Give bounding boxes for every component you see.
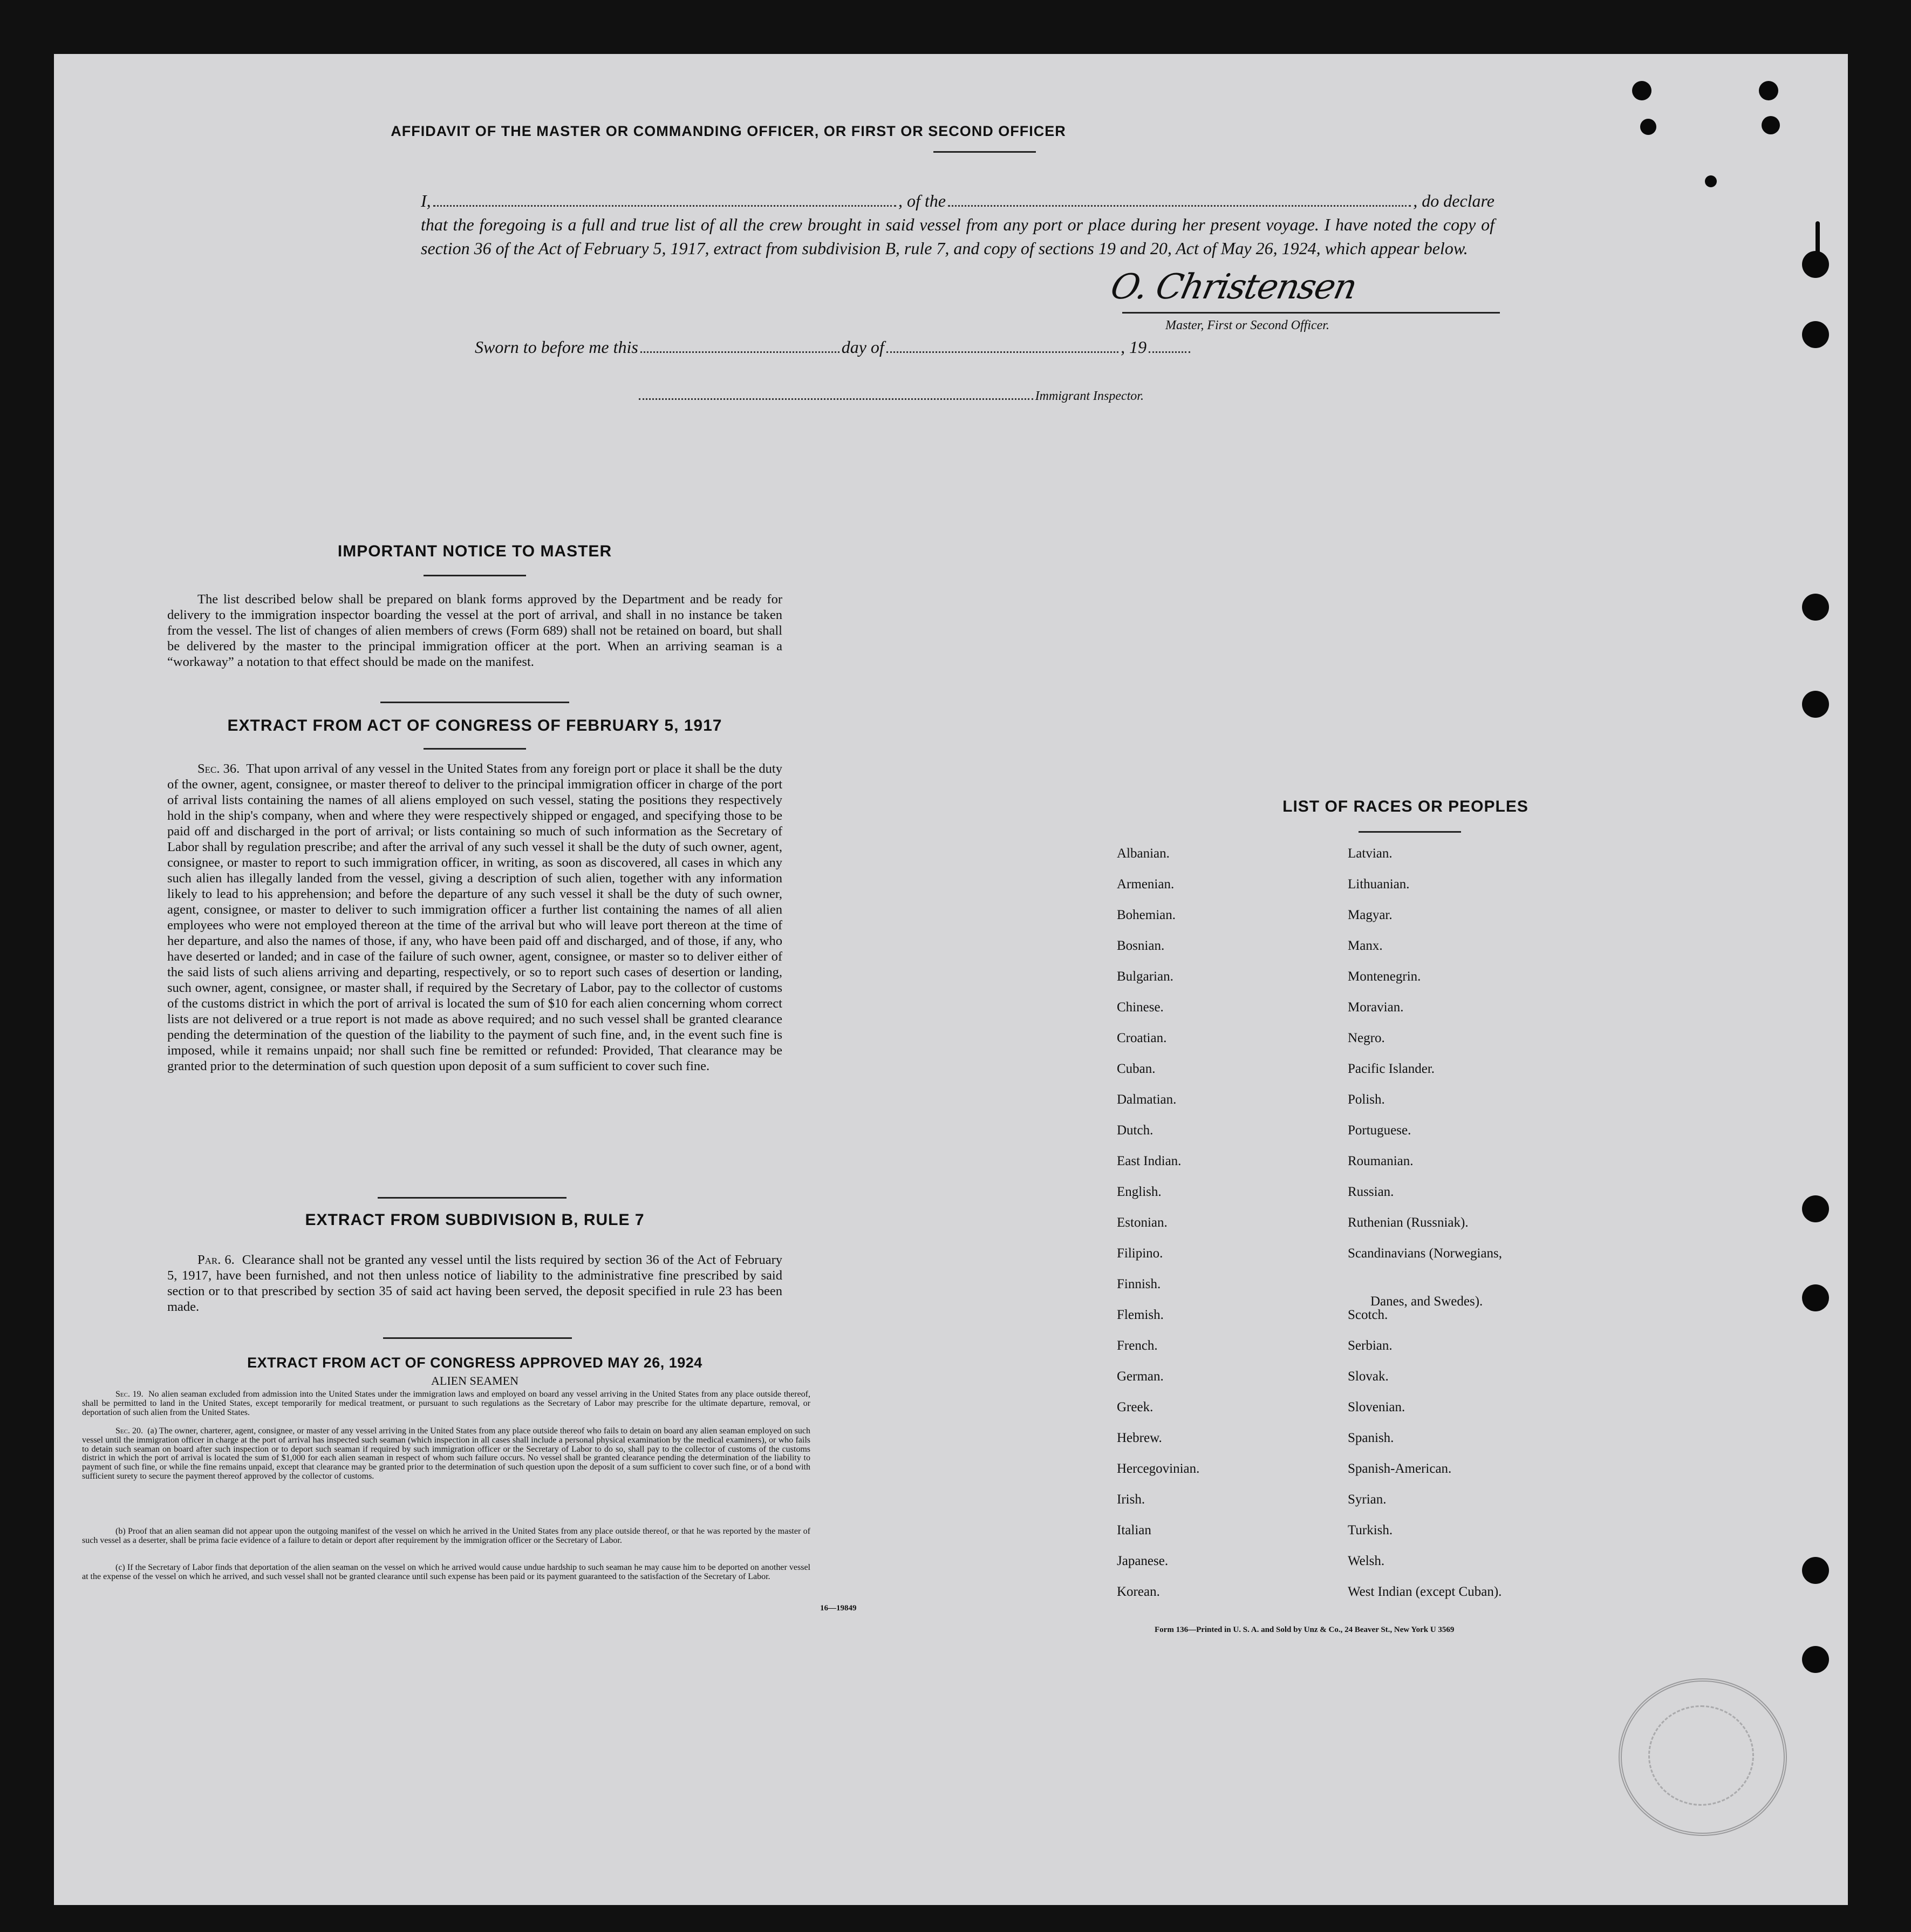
affidavit-of-label: , of the xyxy=(898,191,946,210)
embossed-seal-inner xyxy=(1648,1705,1754,1806)
document-page xyxy=(54,54,1848,1905)
affidavit-text: that the foregoing is a full and true list of all the crew brought in said vessel from any port or place during her present voyage. I have noted the copy of section 36 of the Act of February 5, 1917, extract from subdivision B, rule 7, and copy of sections 19 and 20, Act of May 26, 1924, which appear below. xyxy=(421,215,1494,258)
rule7-text xyxy=(167,1252,782,1315)
race-item: Greek. xyxy=(1117,1400,1154,1414)
sec20a-text xyxy=(82,1427,810,1481)
sworn-month-fill[interactable] xyxy=(886,337,1118,353)
race-item: Hebrew. xyxy=(1117,1431,1162,1445)
race-item: Latvian. xyxy=(1348,846,1393,861)
race-item: Spanish. xyxy=(1348,1431,1394,1445)
race-item: French. xyxy=(1117,1338,1158,1353)
sec20a-body: (a) The owner, charterer, agent, consignee, or master of any vessel arriving in the United States from any place outside thereof who fails to detain on board any alien seaman employed on such vessel until the immigration officer in charge at the port of arrival has inspected such seaman (which inspection in all cases shall include a personal physical examination by the medical examiners), or who fails to detain such seaman on board after such inspection or to deport such seaman if required by such immigration officer or the Secretary of Labor to do so, shall pay to the collector of customs of the customs district in which the port of arrival is located the sum of $1,000 for each alien seaman in respect of whom such failure occurs. No vessel shall be granted clearance pending the determination of the liability to payment of such fine, or while the fine remains unpaid, except that clearance may be granted prior to the determination of such question upon the deposit of a sum sufficient to cover such fine, or of a bond with sufficient surety to secure the payment thereof approved by the collector of customs. xyxy=(82,1426,810,1481)
race-item: Flemish. xyxy=(1117,1308,1164,1322)
race-item: Filipino. xyxy=(1117,1246,1163,1261)
sworn-label: Sworn to before me this xyxy=(475,337,638,357)
ink-speck xyxy=(1816,221,1820,264)
sec19-body: No alien seaman excluded from admission into the United States under the immigration laws and employed on board any vessel arriving in the United States from any place outside thereof, shall be permitted to land in the United States, except temporarily for medical treatment, or pursuant to such regulations as the Secretary of Labor may prescribe for the ultimate departure, removal, or deportation of such alien from the United States. xyxy=(82,1390,810,1417)
inspector-caption: Immigrant Inspector. xyxy=(1035,389,1144,403)
race-item: Syrian. xyxy=(1348,1492,1387,1507)
sworn-year-label: , 19 xyxy=(1121,337,1147,357)
race-item: Scotch. xyxy=(1348,1308,1388,1322)
race-item: Slovak. xyxy=(1348,1369,1389,1384)
race-item: Bulgarian. xyxy=(1117,969,1173,984)
race-item: Italian xyxy=(1117,1523,1151,1538)
inspector-line xyxy=(637,384,1144,404)
section-divider xyxy=(378,1197,567,1199)
signature-line xyxy=(1122,312,1500,314)
par6-lead: Par. 6. xyxy=(197,1253,235,1267)
punch-hole xyxy=(1802,594,1829,621)
notice-title: IMPORTANT NOTICE TO MASTER xyxy=(337,542,612,560)
ink-speck xyxy=(1759,81,1778,100)
punch-hole xyxy=(1802,1557,1829,1584)
race-item: Serbian. xyxy=(1348,1338,1393,1353)
race-item: Danes, and Swedes). xyxy=(1370,1294,1483,1309)
races-divider xyxy=(1359,831,1461,833)
race-item: Japanese. xyxy=(1117,1554,1169,1568)
race-item: Portuguese. xyxy=(1348,1123,1411,1138)
race-item: Croatian. xyxy=(1117,1031,1167,1045)
punch-hole xyxy=(1802,321,1829,348)
race-item: Chinese. xyxy=(1117,1000,1164,1015)
punch-hole xyxy=(1802,1284,1829,1311)
race-item: German. xyxy=(1117,1369,1164,1384)
race-item: West Indian (except Cuban). xyxy=(1348,1584,1502,1599)
alien-seamen-subtitle: ALIEN SEAMEN xyxy=(431,1374,518,1387)
race-item: Lithuanian. xyxy=(1348,877,1410,892)
extract-1917-text xyxy=(167,761,782,1074)
name-fill-line[interactable] xyxy=(433,191,896,207)
par6-body: Clearance shall not be granted any vessel until the lists required by section 36 of the Act of February 5, 1917, have been furnished, and not then unless notice of liability to the administrative fine prescribed by said section or to that prescribed by section 35 of said act having been served, the deposit specified in rule 23 has been made. xyxy=(167,1253,782,1314)
race-item: Negro. xyxy=(1348,1031,1385,1045)
race-item: Russian. xyxy=(1348,1185,1394,1199)
race-item: Spanish-American. xyxy=(1348,1461,1452,1476)
form-note: Form 136—Printed in U. S. A. and Sold by Unz & Co., 24 Beaver St., New York U 3569 xyxy=(1155,1625,1455,1634)
race-item: Turkish. xyxy=(1348,1523,1393,1538)
race-item: Bohemian. xyxy=(1117,908,1176,922)
inspector-fill-line[interactable] xyxy=(639,384,1033,400)
race-item: Armenian. xyxy=(1117,877,1175,892)
race-item: Pacific Islander. xyxy=(1348,1062,1435,1076)
punch-hole xyxy=(1802,1195,1829,1222)
notice-text: The list described below shall be prepared on blank forms approved by the Department and be ready for delivery to the immigration inspector boarding the vessel at the port of arrival, and shall in no instance be taken from the vessel. The list of changes of alien members of crews (Form 689) shall not be retained on board, but shall be delivered by the master to the principal immigration officer at the port. When an arriving seaman is a “workaway” a notation to that effect should be made on the manifest. xyxy=(167,592,782,669)
race-item: Cuban. xyxy=(1117,1062,1156,1076)
sworn-year-fill[interactable] xyxy=(1149,337,1190,353)
affidavit-title: AFFIDAVIT OF THE MASTER OR COMMANDING OFFICER, OR FIRST OR SECOND OFFICER xyxy=(391,123,1066,139)
race-item: Bosnian. xyxy=(1117,938,1165,953)
rule7-title: EXTRACT FROM SUBDIVISION B, RULE 7 xyxy=(305,1211,645,1229)
affidavit-divider xyxy=(933,151,1036,153)
race-item: Estonian. xyxy=(1117,1215,1168,1230)
ink-speck xyxy=(1640,119,1656,135)
affidavit-declare-label: , do declare xyxy=(1413,191,1494,210)
race-item: Irish. xyxy=(1117,1492,1145,1507)
sec19-text xyxy=(82,1390,810,1417)
vessel-fill-line[interactable] xyxy=(948,191,1411,207)
race-item: Montenegrin. xyxy=(1348,969,1421,984)
ink-speck xyxy=(1762,116,1780,134)
race-item: East Indian. xyxy=(1117,1154,1182,1168)
race-item: Korean. xyxy=(1117,1584,1160,1599)
race-item: Roumanian. xyxy=(1348,1154,1414,1168)
sec19-lead: Sec. 19. xyxy=(115,1390,144,1399)
signature-caption: Master, First or Second Officer. xyxy=(1165,318,1329,332)
race-item: Manx. xyxy=(1348,938,1383,953)
race-item: Polish. xyxy=(1348,1092,1385,1107)
sec20-lead: Sec. 20. xyxy=(115,1426,144,1436)
race-item: Finnish. xyxy=(1117,1277,1161,1291)
master-signature: O. Christensen xyxy=(1107,267,1360,307)
race-item: Scandinavians (Norwegians, xyxy=(1348,1246,1503,1261)
ink-speck xyxy=(1705,175,1717,187)
extract-1924-title: EXTRACT FROM ACT OF CONGRESS APPROVED MAY 26, 1924 xyxy=(247,1355,702,1371)
sec36-body: That upon arrival of any vessel in the United States from any foreign port or place it shall be the duty of the owner, agent, consignee, or master thereof to deliver to the principal immigration officer in charge of the port of arrival lists containing the names of all aliens employed on such vessel, stating the positions they respectively hold in the ship's company, when and where they were respectively shipped or engaged, and specifying those to be paid off and discharged in the port of arrival; or lists containing so much of such information as the Secretary of Labor shall by regulation prescribe; and after the arrival of any such vessel it shall be the duty of such owner, agent, consignee, or master to report to such immigration officer, in writing, as soon as discovered, all cases in which any such alien has illegally landed from the vessel, giving a description of such alien, together with any information likely to lead to his apprehension; and before the departure of any such vessel it shall be the duty of such owner, agent, consignee, or master to deliver to such immigration officer a further list containing the names of all alien employees who were not employed thereon at the time of the arrival but who will leave port thereon at the time of her departure, and also the names of those, if any, who have been paid off and discharged, and of those, if any, who have deserted or landed; and in case of the failure of such owner, agent, consignee, or master so to deliver either of the said lists of such aliens arriving and departing, respectively, or so to report such cases of desertion or landing, such owner, agent, consignee, or master shall, if required by the Secretary of Labor, pay to the collector of customs of the customs district in which the port of arrival is located the sum of $10 for each alien concerning whom correct lists are not delivered or a true report is not made as above required; and no such vessel shall be granted clearance pending the determination of the question of the liability to the payment of such fine, and, in the event such fine is imposed, while it remains unpaid; nor shall such fine be remitted or refunded: Provided, That clearance may be granted prior to the determination of such question upon deposit of a sum sufficient to cover such fine. xyxy=(167,761,782,1073)
section-divider xyxy=(383,1337,572,1339)
sworn-day-fill[interactable] xyxy=(640,337,840,353)
affidavit-body xyxy=(421,189,1494,260)
race-item: Dalmatian. xyxy=(1117,1092,1177,1107)
race-item: Hercegovinian. xyxy=(1117,1461,1200,1476)
affidavit-i-label: I, xyxy=(421,191,431,210)
race-item: Dutch. xyxy=(1117,1123,1154,1138)
race-item: English. xyxy=(1117,1185,1162,1199)
sworn-day-of-label: day of xyxy=(841,337,884,357)
race-item: Albanian. xyxy=(1117,846,1170,861)
punch-hole xyxy=(1802,691,1829,718)
sworn-line xyxy=(475,337,1192,357)
sec20c-text: (c) If the Secretary of Labor finds that deportation of the alien seaman on the vessel on which he arrived would cause undue hardship to such seaman he may cause him to be deported on another vessel at the expense of the vessel on which he arrived, and such vessel shall not be granted clearance until such expense has been paid or its payment guaranteed to the satisfaction of the Secretary of Labor. xyxy=(82,1563,810,1581)
race-item: Slovenian. xyxy=(1348,1400,1405,1414)
race-item: Magyar. xyxy=(1348,908,1393,922)
extract-1917-title: EXTRACT FROM ACT OF CONGRESS OF FEBRUARY 5, 1917 xyxy=(227,717,722,734)
ink-speck xyxy=(1632,81,1651,100)
notice-divider xyxy=(424,575,526,576)
section-divider xyxy=(380,702,569,703)
race-item: Welsh. xyxy=(1348,1554,1385,1568)
race-item: Ruthenian (Russniak). xyxy=(1348,1215,1469,1230)
races-title: LIST OF RACES OR PEOPLES xyxy=(1282,798,1528,815)
extract-1917-divider xyxy=(424,748,526,750)
affidavit-declaration-line xyxy=(421,189,1494,213)
race-item: Moravian. xyxy=(1348,1000,1404,1015)
sec20b-text: (b) Proof that an alien seaman did not appear upon the outgoing manifest of the vessel on which he arrived in the United States from any place outside thereof, or that he was reported by the master of such vessel as a deserter, shall be prima facie evidence of a failure to detain or deport after requirement by the immigration officer or the Secretary of Labor. xyxy=(82,1527,810,1545)
sec36-lead: Sec. 36. xyxy=(197,761,240,776)
print-code: 16—19849 xyxy=(820,1604,857,1613)
punch-hole xyxy=(1802,1646,1829,1673)
